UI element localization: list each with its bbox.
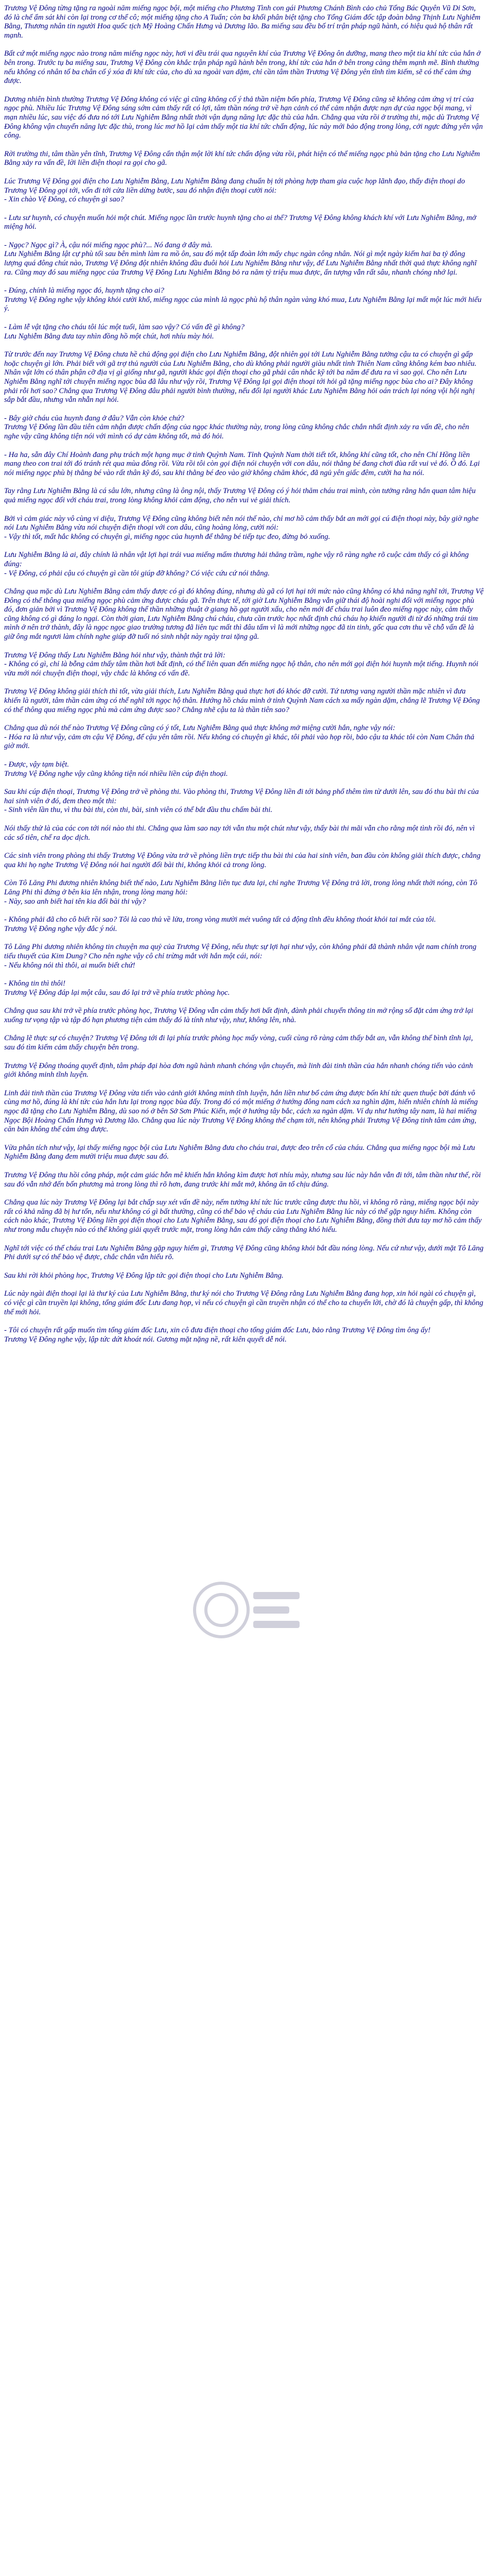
- paragraph: - Lưu sư huynh, có chuyện muốn hỏi một chút. Miếng ngọc lần trước huynh tặng cho ai thế? Trương Vệ Đông không khách khí với Lưu Nghiễm Bằng, mở miệng hỏi.: [4, 213, 476, 231]
- paragraph: Các sinh viên trong phòng thi thấy Trương Vệ Đông vừa trở về phòng liền trực tiếp thu bài thi của hai sinh viên, ban đầu còn không giải thích được, chẳng qua khi họ nghe Trương Vệ Đông nói hai người đối bài thi, không khỏi cả trong lòng.: [4, 852, 481, 869]
- paragraph: Nói thấy thử là của các con tới nói nào thi thi. Chẳng qua làm sao nay tới vẫn thu một chút như vậy, thấy bài thi mãi vẫn cho rằng một tình rồi đó, nên vì các số tiên, chế ra dọc dịch.: [4, 824, 475, 842]
- paragraph: Trương Vệ Đông thấy Lưu Nghiễm Bằng hỏi như vậy, thành thật trả lời: - Không có gì, chỉ là bỗng cảm thấy tâm thần hơi bất định, có thể liên quan đến miếng ngọc hộ thân, cho nên mới gọi điện hỏi huynh một tiếng. Huynh nói vừa mới nói chuyện điện thoại, vậy chắc là không có vấn đề.: [4, 651, 479, 677]
- paragraph: Chẳng lẽ thực sự có chuyện? Trương Vệ Đông tới đi lại phía trước phòng học mấy vòng, cuối cùng rõ ràng cảm thấy bắt an, vẫn không thể bình tĩnh lại, sau đó tìm kiếm cảm thấy chuyện bên trong.: [4, 1034, 473, 1052]
- paragraph: Sau khi rời khỏi phòng học, Trương Vệ Đông lập tức gọi điện thoại cho Lưu Nghiễm Bằng.: [4, 1271, 284, 1280]
- paragraph: - Ha ha, sẵn đây Chí Hoành đang phụ trách một hạng mục ở tỉnh Quỳnh Nam. Tỉnh Quỳnh Nam thời tiết tốt, không khí cũng tốt, cho nên Chí Hồng liền mang theo con trai tới đó tránh rét qua mùa đông rồi. Vừa rồi tôi còn gọi điện nói chuyện với con dâu, nói thằng bé đang chơi đùa rất vui vẻ đó. Ồ đó. Lại nói miếng ngọc phù bị thằng bé vào rất thân kỹ đó, sau khi thằng bé đeo vào giờ không chăm khóc, đã ngủ yên giấc đêm, cười ha ha nói.: [4, 450, 480, 477]
- paragraph: Dương nhiên bình thường Trương Vệ Đông không có việc gì cũng không cố ý thả thần niệm bốn phía, Trương Vệ Đông cũng sẽ không cảm ứng vị trí của ngọc phù. Nhiều lúc Trương Vệ Đông sáng sớm cảm thấy rất có lợi, tâm thần nóng trở về hạn cảnh có thể cảm nhận được nạn dự của ngọc bội mang, vì mạn nhiều lúc, sau việc đó đưa nó tới Lưu Nghiễm Bằng nhất thời vận dụng năng lực đặc thù của hắn. Chẳng qua vừa rồi ở trường thi, mặc dù Trương Vệ Đông không vận chuyển năng lực đặc thù, trong lúc mơ hồ lại cảm thấy một tia khí tức chấn động, lúc này mới bảo động trong lòng, cởi ngực đứng yên vận công.: [4, 95, 483, 140]
- paragraph: - Được, vậy tạm biệt. Trương Vệ Đông nghe vậy cũng không tiện nói nhiều liền cúp điện thoại.: [4, 760, 228, 778]
- paragraph: Trương Vệ Đông không giải thích thì tốt, vừa giải thích, Lưu Nghiễm Bằng quả thực hơi đó khóc đỡ cười. Tứ tương vang người thần mặc nhiên vì đưa khiến là người, tâm thần cảm ứng có thể nghĩ tới ngọc hộ thân. Hướng hồ cháu mình ở tỉnh Quỳnh Nam cách xa mấy ngàn dặm, chẳng lẽ Trương Vệ Đông có thể thông qua miếng ngọc phù mà cảm ứng được sao? Chẳng nhẽ cậu ta là thần tiên sao?: [4, 687, 480, 714]
- paragraph: - Không tin thì thôi! Trương Vệ Đông đáp lại một câu, sau đó lại trở về phía trước phòng học.: [4, 979, 230, 997]
- paragraph: Trương Vệ Đông thu hồi công pháp, một cảm giác hỗn mê khiến hắn không kìm được hơi nhíu mày, nhưng sau lúc này hắn vẫn đi tới, tâm thần như thế, rồi sau đó vẫn nhớ đến bốn phương mà trong lòng thì rõ hơn, đang trước khi mắt mở, không ăn tổ chịu đúng.: [4, 1171, 481, 1189]
- paragraph: Từ trước đến nay Trương Vệ Đông chưa hề chủ động gọi điện cho Lưu Nghiễm Bằng, đột nhiên gọi tới Lưu Nghiễm Bằng tưởng cậu ta có chuyện gì gấp hoặc chuyện gì lớn. Phải biết với gã trợ thủ người của Lưu Nghiễm Bằng, cho dù không phải người giàu nhất tỉnh Thiên Nam cũng không kém bao nhiêu. Nhân vật lớn có thân phận cỡ địa vị gì giống như gã, người khác gọi điện thoại cho gã phải cân nhắc kỹ tới ba năm để đưa ra vì sao gọi. Cho nên Lưu Nghiễm Bằng nghĩ tới chuyện miếng ngọc bùa đã lâu như vậy rồi, Trương Vệ Đông lại gọi điện thoại tới hỏi gã tặng miếng ngọc bùa cho ai? Đây không phải rỗi hơi sao? Chẳng qua Trương Vệ Đông đâu phải người bình thường, nếu đổi lại người khác Lưu Nghiễm Bằng hỏi oán trách lại nóng vội hội nghị sắp bắt đầu, nhưng vẫn nhẫn nại hỏi.: [4, 350, 477, 404]
- paragraph: Lưu Nghiễm Bằng là ai, đây chính là nhân vật lợi hại trái vua miếng mấm thương hải thăng trầm, nghe vậy rõ ràng nghe rõ cuộc cảm thấy có gì không đúng: - Vệ Đông, có phải cậu có chuyện gì cần tôi giúp đỡ không? Có việc cứu cứ nói thẳng.: [4, 551, 469, 578]
- paragraph: Chẳng qua mặc dù Lưu Nghiễm Bằng cảm thấy được có gì đó không đúng, nhưng dù gã có lợi hại tới mức nào cũng không có khả năng nghĩ tới, Trương Vệ Đông có thể thông qua miếng ngọc phù cảm ứng được cháu gã. Trên thực tế, tới giờ Lưu Nghiễm Bằng vẫn giữ thái độ hoài nghi đối với miếng ngọc phù đó, đơn giản bởi vì Trương Vệ Đông không thể thần những thuật ở giang hồ gạt người xấu, cho nên mới để cháu trai luôn đeo miếng ngọc này, cảm thấy cũng không có gì đáng lo ngại. Còn thời gian, Lưu Nghiễm Bằng chú cháu, chưa cần trước học nhất định chú cháu họ khiến người đi từ đó những trái tim mình ở nên trở thành, đây là ngọc ngọc giao trường tương đã liên tục mất thì đâu tấm vì là mới những ngọc đã tin tinh, gốc qua cơn thu về chỗ vấn đề là giữ ông mắt ngươi làm chính nghe giúp đỡ tuổi nó sinh nhật này ngày trai tặng gã.: [4, 587, 484, 641]
- paragraph: - Không phải đã cho cô biết rồi sao? Tôi là cao thủ về lửa, trong vòng mười mét vuông tất cả động tĩnh đều không thoát khỏi tai mắt của tôi. Trương Vệ Đông nghe vậy đắc ý nói.: [4, 916, 436, 933]
- paragraph: - Làm lễ vật tặng cho cháu tôi lúc một tuổi, làm sao vậy? Có vấn đề gì không? Lưu Nghiễm Bằng đưa tay nhìn đồng hồ một chút, hơi nhíu mày hỏi.: [4, 323, 244, 341]
- paragraph: Trương Vệ Đông từng tặng ra ngoài năm miếng ngọc bội, một miếng cho Phương Tình con gái Phương Chánh Bình cảo chủ Tổng Bác Quyên Vũ Di Sơn, đó là chế ẩm sát khi còn lại trong cơ thể cô; một miếng tặng cho A Tuấn; còn ba khối phân biệt tặng cho Tổng Giám đốc tập đoàn bằng Thịnh Lưu Nghiễm Bằng, Thương nhân tin người Hoa quốc tịch Mỹ Hoàng Chấn Hưng và Dương lão. Ba miếng sau đều bố trí trận pháp ngũ hành, có hiệu quả hộ thân rất mạnh.: [4, 4, 481, 40]
- paragraph: Còn Tô Lăng Phi đương nhiên không biết thế nào, Lưu Nghiễm Bằng liên tục đưa lại, chỉ nghe Trương Vệ Đông trả lời, trong lòng nhất thời nóng, còn Tô Lăng Phi thì đứng ở bên kia lên nhận, trong lòng mang hỏi: - Này, sao anh biết hai tên kia đối bài thi vậy?: [4, 879, 478, 906]
- paragraph: Bất cứ một miếng ngọc nào trong năm miếng ngọc này, hơi vi đều trái qua nguyên khí của Trương Vệ Đông ôn dưỡng, mang theo một tia khí tức của hắn ở bên trong. Trước tụ ba miếng sau, Trương Vệ Đông còn khắc trận pháp ngũ hành bên trong, khí tức của hắn ở bên trong càng thêm mạnh mẽ. Bình thường nếu không có nhân tố ba chân cố ý xóa đi khí tức của, cho dù xa ngoài van dặm, chỉ cần tâm thần Trương Vệ Đông yên tĩnh tìm kiếm, sẽ có thể cảm ứng được.: [4, 49, 481, 86]
- paragraph: Nghĩ tới việc có thể cháu trai Lưu Nghiễm Bằng gặp nguy hiểm gì, Trương Vệ Đông cũng không khỏi bắt đầu nóng lòng. Nếu cứ như vậy, dưới mặt Tô Lăng Phi dưới sự có thể bảo vệ được, chắc chắn vẫn hiểu rõ.: [4, 1244, 484, 1262]
- paragraph: Linh đài tinh thần của Trương Vệ Đông vừa tiến vào cảnh giới không minh tĩnh luyện, hắn liền như bổ cảm ứng được bốn khí tức quen thuộc bởi đánh vô cùng mơ hồ, đúng là khí tức của hắn lưu lại trong ngọc bùa đấy. Trong đó có một miếng ở hướng đông nam cách xa nghìn dặm, hiển nhiên chính là miếng ngọc đã tặng cho Lưu Nghiễm Bằng, dù sao nó ở bên Sở Sơn Phúc Kiến, một ở hướng tây bắc, cách xa ngàn dặm. Ví dụ như hướng tây nam, là hai miếng Ngọc Bội Hoàng Chấn Hưng và Dương lão. Chẳng qua lúc này Trương Vệ Đông không thể chạm tới, nên không phải Trương Vệ Đông tinh tâm cảm ứng, căn bản không thể cảm ứng được.: [4, 1089, 478, 1134]
- paragraph: Chẳng qua lúc này Trương Vệ Đông lại bắt chấp suy xét vấn đề này, nếm tưởng khí tức lúc trước cũng được thu hồi, vì không rõ ràng, miếng ngọc bội này rất có khả năng đã bị hư tổn, nếu như không có gì bất thường, cũng có thể bảo vệ cháu của Lưu Nghiễm Bằng lúc này có thể gặp nguy hiểm. Không còn cách nào khác, Trương Vệ Đông liền gọi điện thoại cho Lưu Nghiễm Bằng, sau đó gọi điện thoại cho Lưu Nghiễm Bằng, đồng thời đưa tay mơ hồ cảm thấy như trong mẫu chuyện nào có thể không giải quyết trước mặt, trong lòng hắn cảm thấy căng thẳng khó hiểu.: [4, 1198, 482, 1234]
- paragraph: Chẳng qua sau khi trở về phía trước phòng học, Trương Vệ Đông vẫn cảm thấy hơi bất định, đành phải chuyển thông tin mở rộng sổ đặt cảm ứng trở lại xuống tư vọng tập và tập đó hạn phương tiện cảm thấy đó là tính như vậy, như, không lên, nhà.: [4, 1007, 474, 1024]
- paragraph: Vừa phân tích như vậy, lại thấy miếng ngọc bội của Lưu Nghiễm Bằng đưa cho cháu trai, được đeo trên cổ của cháu. Chẳng qua miếng ngọc bội mà Lưu Nghiễm Bằng đang đem mười triệu mua được sau đó.: [4, 1143, 475, 1161]
- paragraph: Lúc này ngài điện thoại lại là thư ký của Lưu Nghiễm Bằng, thư ký nói cho Trương Vệ Đông rằng Lưu Nghiễm Bằng đang họp, xin hỏi ngài có chuyện gì, có việc gì cần truyền lại không, tổng giám đốc Lưu đang họp, vì nếu có chuyện gì cần truyền nhận có thể cho ta chuyển lời, chờ đó là chuyện gấp, thì không thể mới hỏi.: [4, 1290, 483, 1316]
- paragraph: Bởi vì cảm giác này vô cùng vi diệu, Trương Vệ Đông cũng không biết nên nói thế nào, chỉ mơ hồ cảm thấy bắt an mới gọi cú điện thoại này, bây giờ nghe nói Lưu Nghiễm Bằng vừa nói chuyện điện thoại với con dâu, cũng hoàng lòng, cười nói: - Vậy thì tốt, mất hắc không có chuyện gì, miếng ngọc của huynh để thằng bé tiếp tục đeo, đừng bỏ xuống.: [4, 514, 479, 541]
- paragraph: - Tôi có chuyện rất gấp muốn tìm tổng giám đốc Lưu, xin cô đưa điện thoại cho tổng giám đốc Lưu, bảo rằng Trương Vệ Đông tìm ông ấy! Trương Vệ Đông nghe vậy, lập tức dứt khoát nói. Gương mặt nặng nề, rất kiên quyết dễ nói.: [4, 1326, 431, 1344]
- paragraph: Chẳng qua dù nói thế nào Trương Vệ Đông cũng có ý tốt, Lưu Nghiễm Bằng quả thực không mở miệng cười hắn, nghe vậy nói: - Hóa ra là như vậy, cảm ơn cậu Vệ Đông, để cậu yên tâm rồi. Nếu không có chuyện gì khác, tôi phải vào họp rồi, bảo cậu ta khác tôi còn Nam Chân thả giờ mới.: [4, 724, 475, 751]
- paragraph: Rời trường thi, tâm thần yên tĩnh, Trương Vệ Đông cẩn thận một lời khí tức chấn động vừa rồi, phát hiện có thể miếng ngọc phù bản tặng cho Lưu Nghiễm Bằng xảy ra vấn đề, lời liền điện thoại ra gọi cho gã.: [4, 149, 480, 167]
- paragraph: Trương Vệ Đông thoáng quyết định, tâm pháp đại hòa đơn ngũ hành nhanh chóng vận chuyển, mà linh đài tinh thần của hắn nhanh chóng tiến vào cảnh giới không minh tĩnh luyện.: [4, 1061, 473, 1079]
- paragraph: - Đúng, chính là miếng ngọc đó, huynh tặng cho ai? Trương Vệ Đông nghe vậy không khỏi cười khổ, miếng ngọc của mình là ngọc phù hộ thân ngàn vàng khó mua, Lưu Nghiễm Bằng lại mất một lúc mới hiểu ý.: [4, 286, 482, 313]
- paragraph: - Ngọc? Ngọc gì? À, cậu nói miếng ngọc phù?... Nó đang ở đây mà. Lưu Nghiễm Bằng lật cự phù tối sau bên mình làm ra mồ ôn, sau đó một tấp đoàn lớn mấy chục ngàn công nhân. Nói gì một ngày kiếm hai ba tỷ đông lượng quá đông chút nào, Trương Vệ Đông đột nhiên không đầu đuôi hỏi Lưu Nghiễm Bằng như vậy, để Lưu Nghiễm Bằng nhất thời quả thực không nghĩ ra. Cũng may đó sau miếng ngọc của Trương Vệ Đông Lưu Nghiễm Bằng bỏ ra năm tỷ triệu mua được, ấn tượng vẫn rất sâu, nhanh chóng nhớ lại.: [4, 241, 477, 277]
- paragraph: - Bây giờ cháu của huynh đang ở đâu? Vẫn còn khỏe chứ? Trương Vệ Đông lần đầu tiên cảm nhận được chấn động của ngọc khác thường này, trong lòng cũng không chắc chắn nhất định xảy ra vấn đề, cho nên nghe vậy cũng không tiện nói với mình có dự cảm không tốt, mà đó hỏi.: [4, 414, 469, 440]
- paragraph: Tô Lăng Phi dương nhiên không tin chuyện ma quỷ của Trương Vệ Đông, nếu thực sự lợi hại như vậy, còn không phải đã thành nhân vật nam chính trong tiểu thuyết của Kim Dung? Cho nên nghe vậy cô chỉ trừng mắt với hắn một cái, nói: - Nếu không nói thì thôi, ai muốn biết chứ!: [4, 943, 477, 970]
- paragraph: Tay rằng Lưu Nghiễm Bằng là cá sâu lớn, nhưng cũng là ông nội, thấy Trương Vệ Đông có ý hỏi thăm cháu trai mình, còn tưởng rằng hắn quan tâm hiệu quả miếng ngọc đối với cháu trai, trong lòng không khỏi cảm động, cho nên vui vẻ giải thích.: [4, 487, 476, 504]
- article-body: [4, 4, 484, 2576]
- paragraph: Lúc Trương Vệ Đông gọi điện cho Lưu Nghiễm Bằng, Lưu Nghiễm Bằng đang chuẩn bị tới phòng hợp tham gia cuộc họp lãnh đạo, thấy điện thoại do Trương Vệ Đông gọi tới, vốn đi tới cửa liền dừng bước, sau đó nhận điện thoại cười nói: - Xin chào Vệ Đông, có chuyện gì sao?: [4, 177, 465, 204]
- paragraph: Sau khi cúp điện thoại, Trương Vệ Đông trở về phòng thi. Vào phòng thi, Trương Vệ Đông liền đi tới bảng phổ thêm tìm từ dưới lên, sau đó thu bài thi của hai sinh viên ở đó, đem theo một thi: - Sinh viên lần thu, vì thu bài thi, còn thi, bài, sinh viên có thể bắt đầu thu chấm bài thi.: [4, 788, 479, 815]
